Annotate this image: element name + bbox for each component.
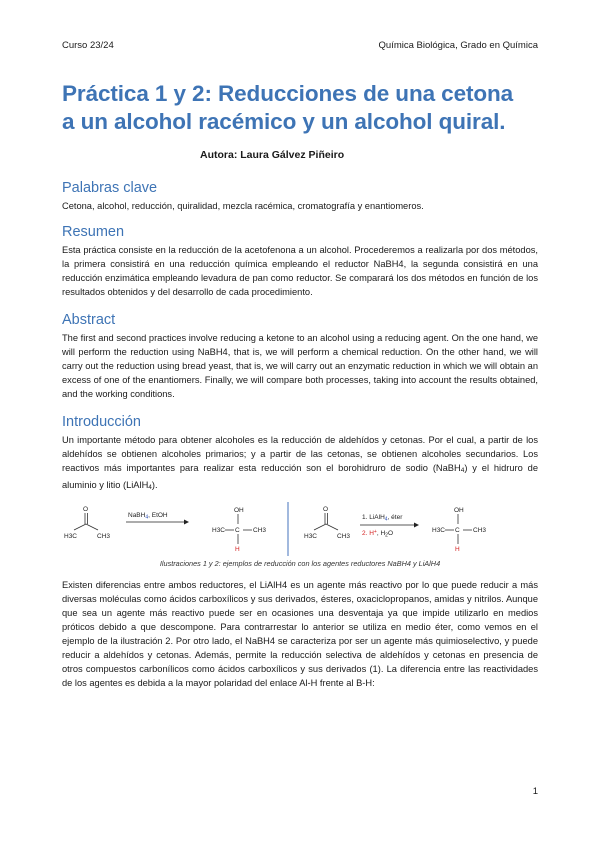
- methyl-left-1: H3C: [64, 533, 78, 540]
- alcohol-product-1: [212, 507, 266, 553]
- intro-heading: Introducción: [62, 414, 141, 430]
- new-hydrogen-p2: H: [455, 546, 460, 553]
- methyl-left-2: H3C: [304, 533, 318, 540]
- methyl-left-p2: H3C: [432, 527, 446, 534]
- keywords-heading: Palabras clave: [62, 180, 158, 196]
- intro-text: Un importante método para obtener alcoholes es la reducción de aldehídos y cetonas. Por el cual, a partir de los aldehídos se obtienen alcoholes primarios; y a partir de las cetonas, se obtienen alcoholes secundarios. Los reactivos más importantes para realizar esta reducción son el borohidruro de sodio (NaBH4) y el hidruro de aluminio y litio (LiAlH4).: [62, 435, 538, 491]
- reaction-arrowhead-1: [184, 520, 189, 525]
- methyl-left-p1: H3C: [212, 527, 226, 534]
- new-hydrogen-p1: H: [235, 546, 240, 553]
- body-section-2: [62, 578, 538, 690]
- methyl-right-p1: CH3: [253, 527, 267, 534]
- reaction-arrowhead-2: [414, 523, 419, 528]
- acetone-structure-1: [64, 506, 110, 540]
- header-subject: Química Biológica, Grado en Química: [378, 40, 538, 51]
- methyl-right-p2: CH3: [473, 527, 487, 534]
- keywords-section: [62, 180, 538, 213]
- methyl-right-2: CH3: [337, 533, 351, 540]
- reagent-lialh4-label: 1. LiAlH$_4$, éter: [362, 514, 403, 523]
- acetone-structure-2: [304, 506, 350, 540]
- abstract-text: The first and second practices involve reducing a ketone to an alcohol using a reducing agent. On the one hand, we will perform the reduction using NaBH4, that is, we will perform a chemical reduction. On the other hand, we will carry out the reduction using bread yeast, that is, we will carry out an enzymatic reduction in which we will obtain an excess of one of the enantiomers. Finally, we will compare both processes, taking into account the results obtained, and the working conditions.: [62, 333, 538, 399]
- resumen-heading: Resumen: [62, 224, 125, 240]
- resumen-section: [62, 224, 538, 299]
- alcohol-product-2: [432, 507, 486, 553]
- abstract-section: [62, 312, 538, 401]
- carbonyl-oxygen-1: O: [83, 506, 89, 513]
- reaction-scheme: [62, 500, 538, 560]
- hydroxyl-label-2: OH: [454, 507, 464, 514]
- title-line-1: Práctica 1 y 2: Reducciones de una cetona: [62, 81, 514, 106]
- resumen-text: Esta práctica consiste en la reducción de la acetofenona a un alcohol. Procederemos a realizarla por dos métodos, la primera consistirá en una reducción química empleando el reductor NaBH4, la segunda consistirá en una reducción enzimática empleando levadura de pan como reductor. Se comparará los dos métodos en función de los resultados obtenidos y del desarrollo de cada procedimiento.: [62, 245, 538, 297]
- abstract-heading: Abstract: [62, 312, 116, 328]
- hydroxyl-label-1: OH: [234, 507, 244, 514]
- title-line-2: a un alcohol racémico y un alcohol quiral.: [62, 109, 506, 134]
- figure-caption: Ilustraciones 1 y 2: ejemplos de reducción con los agentes reductores NaBH4 y LiAlH4: [159, 559, 441, 568]
- author-line: Autora: Laura Gálvez Piñeiro: [200, 149, 345, 161]
- intro-section: [62, 414, 538, 495]
- header-course: Curso 23/24: [62, 40, 114, 51]
- carbonyl-oxygen-2: O: [323, 506, 329, 513]
- reagent-acid-workup-label: 2. H+, $H_2O$: [362, 529, 393, 539]
- central-carbon-p1: C: [235, 527, 240, 534]
- body-paragraph-2: Existen diferencias entre ambos reductores, el LiAlH4 es un agente más reactivo por lo que puede reducir a más diversas moléculas como ácidos carboxílicos y sus derivados, ésteres, oxaciclopropanos, amidas y nitrilos. Aunque que sea un agente más reactivo puede ser en ocasiones una desventaja ya que impide utilizarlo en medios próticos debido a que descompone. Para contrarrestar lo anterior se utiliza en medio éter, como vemos en el ejemplo de la ilustración 2. Por otro lado, el NaBH4 se caracteriza por ser un agente más quimioselectivo, y puede reducir a aldehídos y cetonas. Además, permite la reducción selectiva de aldehídos y cetonas en presencia de otros compuestos carbonílicos como ácidos carboxílicos y sus derivados (1). La diferencia entre las reactividades de los agentes es debida a la mayor polaridad del enlace Al-H frente al B-H:: [62, 580, 538, 688]
- reagent-nabh4-label: NaBH$_4$, EtOH: [128, 512, 168, 521]
- page-number: 1: [532, 786, 538, 797]
- keywords-text: Cetona, alcohol, reducción, quiralidad, mezcla racémica, cromatografía y enantiomeros.: [62, 201, 424, 211]
- methyl-right-1: CH3: [97, 533, 111, 540]
- page-title: [62, 80, 542, 136]
- central-carbon-p2: C: [455, 527, 460, 534]
